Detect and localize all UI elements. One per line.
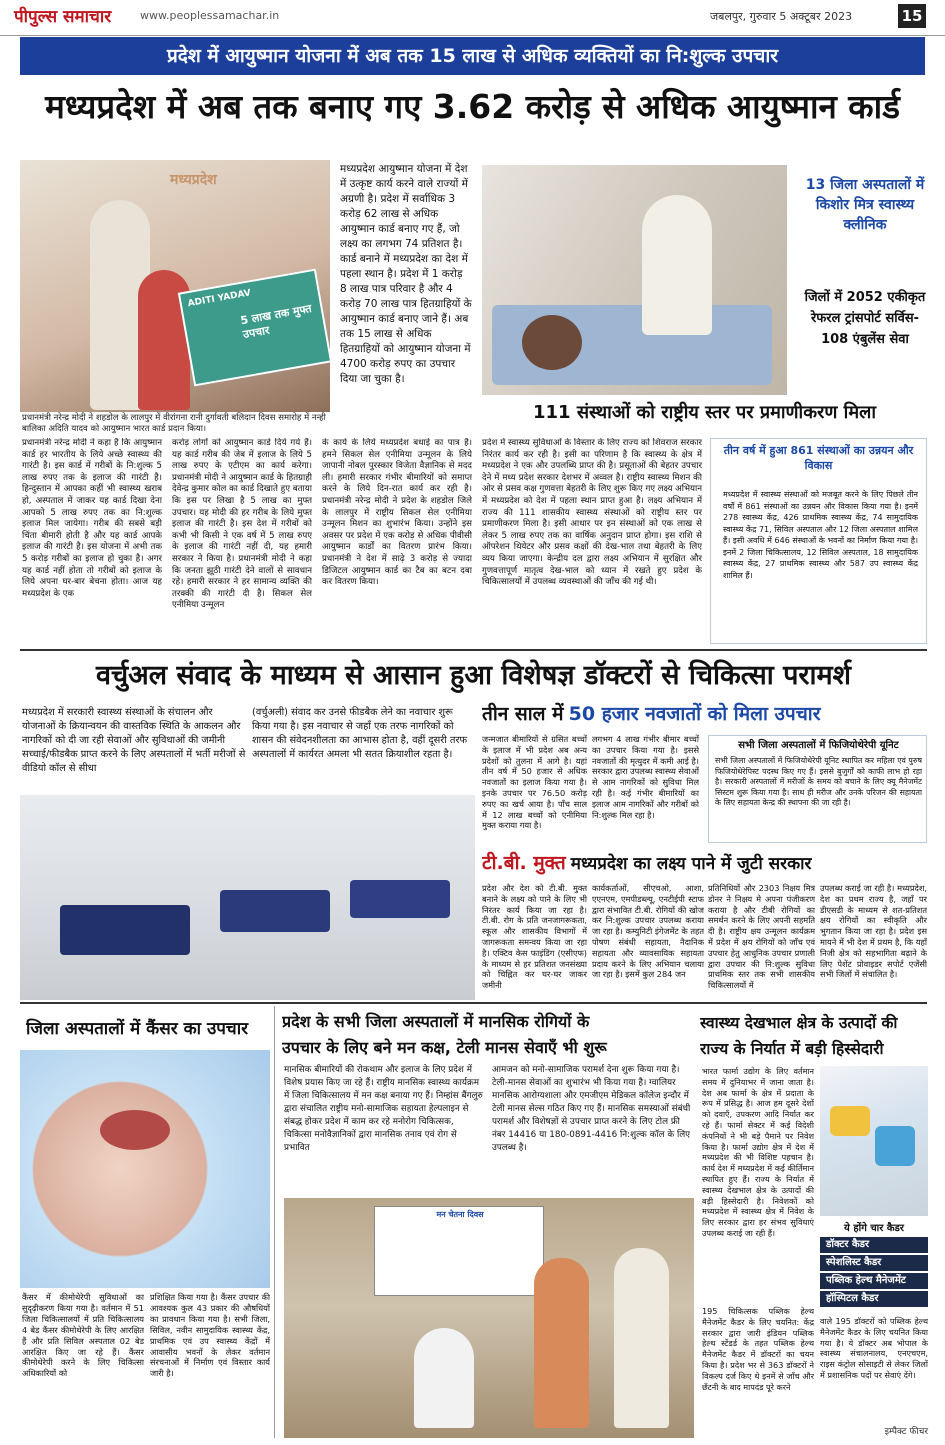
tb-headline [482,846,927,880]
photo-caption: प्रधानमंत्री नरेन्द्र मोदी ने शहडोल के लालपुर में वीरांगना रानी दुर्गावती बलिदान दिवस समारोह में नन्ही बालिका अदिति यादव को आयुष्मान भारत कार्ड प्रदान किया। [22,413,326,434]
tablets [875,1126,915,1166]
dateline: जबलपुर, गुरुवार 5 अक्टूबर 2023 [710,10,853,23]
newspaper-logo: पीपुल्स समाचार [14,7,112,27]
ay-column-2: करोड़ लोगों को आयुष्मान कार्ड दिये गये हैं। यह कार्ड गरीब की जेब में इलाज के लिये 5 लाख रुपए के एटीएम का कार्य करेगा। प्रधानमंत्री मोदी ने आयुष्मान कार्ड के हितग्राही देवेन्द्र कुमार कोल का कार्ड दिखाते हुए बताया कि इस पर लिखा है 5 लाख का मुफ्त उपचार। यह मोदी की हर गरीब के लिये मुफ्त इलाज की गारंटी है। इस देश में गरीबों को कभी भी किसी ने एक वर्ष में 5 लाख रुपए के इलाज की गारंटी नहीं दी, यह हमारी सरकार ने किया है। प्रधानमंत्री मोदी ने कहा कि जनता झूठी गारंटी देने वालों से सावधान रहे। हमारी सरकार ने हर सामान्य व्यक्ति की तरक्की की गारंटी दी है। सिकल सेल एनीमिया उन्मूलन [172,438,312,611]
cm-figure [642,195,712,335]
card-text: 5 लाख तक मुफ्त उपचार [239,301,313,342]
ambulance-sidebar-body: जिलों में 2052 एकीकृत रेफरल ट्रांसपोर्ट सर्विस- 108 एंबुलेंस सेवा [804,290,926,347]
certification-strip: 111 संस्थाओं को राष्ट्रीय स्तर पर प्रमाणीकरण मिला [533,402,876,423]
masthead [0,0,945,36]
newborn-column-2: लगभग 4 लाख गंभीर बीमार बच्चों का उपचार किया गया है। इससे नवजातों की मृत्युदर में कमी आई है। सरकार द्वारा उपलब्ध स्वास्थ्य सेवाओं से आम नागरिकों को सुविधा मिल रही है। कई गंभीर बीमारियों का इलाज आम नागरिकों और गरीबों को नि:शुल्क मिल रहा है। [592,734,699,820]
page-number: 15 [898,4,926,28]
physio-box [708,735,927,843]
cancer-section [20,1006,275,1438]
notice-board [374,1206,544,1296]
physio-body: सभी जिला अस्पतालों में फिजियोथेरेपी यूनिट स्थापित कर महिला एवं पुरुष फिजियोथेरेपिस्ट पदस्थ किए गए हैं। इससे बुजुर्गों को काफी लाभ हो रहा है। सरकारी अस्पतालों में मरीजों के समय को बचाने के लिए क्यू मैनेजमेंट सिस्टम शुरू किया गया है। साथ ही मरीज और उनके परिजन की सहायता के लिए सहायता केन्द्र की स्थापना की जा रही है। [715,756,922,807]
website-url[interactable]: www.peoplessamachar.in [140,9,280,22]
cadre-item: स्पेशलिस्ट कैडर [820,1255,928,1271]
child-patient [522,315,582,370]
cancer-column-1: कैंसर में कीमोथेरेपी सुविधाओं का सुदृढ़ीकरण किया गया है। वर्तमान में 51 जिला चिकित्सालयों में प्रति चिकित्सालय 4 बेड कैंसर कीमोथेरेपी के लिए आरक्षित हैं और प्रति सिविल अस्पताल 02 बेड आरक्षित किए जा रहे हैं। कैंसर कीमोथेरेपी करने के लिए चिकित्सा अधिकारियों को [22,1292,144,1379]
banner-text: मध्यप्रदेश [170,172,217,188]
board-banner: मन चेतना दिवस [436,1210,484,1219]
cancer-photo [20,1050,270,1288]
mental-headline-1: प्रदेश के सभी जिला अस्पतालों में मानसिक रोगियों के [282,1012,590,1031]
tb-column-3: प्रतिनिधियों और 2303 निक्षय मित्र डोनर ने निक्षय मे अपना पंजीकरण कराया है और टीबी रोगियों का समर्थन करने के लिए अपनी सहमति दी है। राष्ट्रीय क्षय उन्मूलन कार्यक्रम में प्रदेश में क्षय रोगियों को जाँच एवं उपचार हेतु आधुनिक उपचार प्रणाली द्वारा उपचार की नि:शुल्क सुविधा प्राथमिक स्तर तक सभी शासकीय चिकित्सालयों में [708,883,815,991]
main-headline: मध्यप्रदेश में अब तक बनाए गए 3.62 करोड़ से अधिक आयुष्मान कार्ड [45,87,900,126]
export-cadre-intro: 195 चिकित्सक पब्लिक हेल्थ मैनेजमेंट कैडर के लिए चयनित: केंद्र सरकार द्वारा जारी इंडियन पब्लिक हेल्थ स्टेंडर्ड के तहत पब्लिक हेल्थ मैनेजमेंट कैडर में डॉक्टरों का चयन किया है। प्रदेश भर से 363 डॉक्टरों ने विकल्प दर्ज किए थे इनमें से जाँच और छँटनी के बाद मापदंड पूरे करने [702,1306,814,1392]
pharma-photo [820,1066,928,1216]
cadre-item: हॉस्पिटल कैडर [820,1291,928,1307]
section-divider [20,649,927,651]
hospital-ward-photo [20,795,475,1000]
cancer-column-2: प्रशिक्षित किया गया है। कैंसर उपचार की आवश्यक कुल 43 प्रकार की औषधियों का प्रावधान किया गया है। सभी जिला, सिविल, नवीन सामुदायिक स्वास्थ्य केंद्र, प्राथमिक एवं उप स्वास्थ्य केंद्रों में आवासीय भवनों के लेकर वर्तमान संरचनाओं में निर्माण एवं विस्तार कार्य जारी है। [150,1292,270,1379]
export-column-2: वाले 195 डॉक्टरों को पब्लिक हेल्थ मैनेजमेंट कैडर के लिए चयनित किया गया है। ये डॉक्टर अब भोपाल के स्वास्थ्य संचालनालय, एनएचएम, राइस कंट्रोल सोसाइटी से लेकर जिलों में प्रशासनिक पदों पर सेवाएं देंगे। [820,1316,928,1380]
card-name: ADITI YADAV [187,288,252,310]
impact-feature-footer: इम्पैक्ट फीचर [884,1427,928,1437]
pm-card-photo [20,160,330,412]
certification-column: प्रदेश में स्वास्थ्य सुविधाओं के विस्तार के लिए राज्य को शिवराज सरकार निरंतर कार्य कर रही है। इसी का परिणाम है कि स्वास्थ्य के क्षेत्र में मध्यप्रदेश ने एक और उपलब्धि प्राप्त की है। प्रसूताओं की बेहतर उपचार देने में मध्य प्रदेश सरकार देशभर में अव्वल है। राष्ट्रीय स्वास्थ्य मिशन की ओर से प्रसव कक्ष गुणवत्ता बेहतरी के लिए शुरू किए गए लक्ष्य अभियान में मध्यप्रदेश को देश में पहला स्थान प्राप्त हुआ है। लक्ष्य अभियान में राज्य की 111 शासकीय स्वास्थ्य संस्थाओं को राष्ट्रीय स्तर पर प्रमाणीकरण मिला है। इसी आधार पर इन संस्थाओं को एक लाख से लेकर 5 लाख रुपए तक का वार्षिक अनुदान प्राप्त होगा। इस राशि से ऑपरेशन थियेटर और प्रसव कक्षों की देख-भाल तथा बेहतरी के लिए व्यय किया जाएगा। केन्द्रीय दल द्वारा लक्ष्य अभियान में सुरक्षित और गुणवत्तापूर्ण मातृत्व देख-भाल को ध्यान में रखते हुए प्रदेश के चिकित्सालयों में उपलब्ध व्यवस्थाओं की जाँच की गई थी। [482,438,702,588]
intro-paragraph: मध्यप्रदेश आयुष्मान योजना में देश में उत्कृष्ट कार्य करने वाले राज्यों में अग्रणी है। प्रदेश में सर्वाधिक 3 करोड़ 62 लाख से अधिक आयुष्मान कार्ड बनाए गए हैं, जो लक्ष्य का लगभग 74 प्रतिशत है। कार्ड बनाने में मध्यप्रदेश का देश में पहला स्थान है। प्रदेश में 1 करोड़ 8 लाख पात्र परिवार है और 4 करोड़ 70 लाख पात्र हितग्राहियों के आयुष्मान कार्ड बनाए जाने हैं। अब तक 15 लाख से अधिक हितग्राहियों को आयुष्मान योजना में 4700 करोड़ रुपए का उपचार दिया जा चुका है। [340,163,472,385]
mouth [100,1110,170,1150]
newborn-title-a: तीन साल में [482,703,564,725]
cadre-item: डॉक्टर कैडर [820,1237,928,1253]
tb-column-1: प्रदेश और देश को टी.बी. मुक्त बनाने के लक्ष्य को पाने के लिए भी निरंतर कार्य किया जा रहा है। टी.बी. रोग के प्रति जनजागरूकता, स्कूल और शासकीय विभागों में जागरूकता समन्वय किया जा रहा है। एक्टिव केस फाइंडिंग (एसीएफ) के माध्यम से हर प्रतिशत जनसंख्या को चिह्नित कर घर-घर जाकर जमीनी [482,883,587,991]
cadre-list [820,1220,928,1308]
pills [830,1106,870,1136]
patient-figure [534,1258,589,1428]
clinic-sidebar-title: 13 जिला अस्पतालों में किशोर मित्र स्वास्थ्य क्लीनिक [805,177,925,233]
bed-3 [350,880,450,918]
three-year-title: तीन वर्ष में हुआ 861 संस्थाओं का उन्नयन और विकास [723,444,914,472]
cancer-headline: जिला अस्पतालों में कैंसर का उपचार [26,1019,249,1039]
cadre-item: पब्लिक हेल्थ मैनेजमेंट [820,1273,928,1289]
kicker-band: प्रदेश में आयुष्मान योजना में अब तक 15 लाख से अधिक व्यक्तियों का नि:शुल्क उपचार [20,37,925,75]
three-year-body: मध्यप्रदेश में स्वास्थ्य संस्थाओं को मजबूत करने के लिए पिछले तीन वर्षों में 861 संस्थाओं का उन्नयन और विकास किया गया है। इनमें 278 स्वास्थ्य केंद्र, 426 प्राथमिक स्वास्थ्य केंद्र, 74 सामुदायिक स्वास्थ्य केंद्र 71, सिविल अस्पताल और 12 जिला अस्पताल शामिल हैं। इसी अवधि में 646 संस्थाओं के भवनों का निर्माण किया गया है। इनमें 2 जिला चिकित्सालय, 12 सिविल अस्पताल, 18 सामुदायिक स्वास्थ्य केंद्र, 27 प्राथमिक स्वास्थ्य और 587 उप स्वास्थ्य केंद्र शामिल हैं। [723,490,918,580]
ay-column-3: के कार्य के लिये मध्यप्रदेश बधाई का पात्र है। हमने सिकल सेल एनीमिया उन्मूलन के लिये जापानी नोबल पुरस्कार विजेता वैज्ञानिक से मदद ली। हमारी सरकार गंभीर बीमारियों को समाप्त करने के लिये दिन-रात कार्य कर रही है। प्रधानमंत्री नरेन्द्र मोदी ने प्रदेश के शहडोल जिले के लालपुर में राष्ट्रीय सिकल सेल एनीमिया उन्मूलन मिशन का शुभारंभ किया। उन्होंने इस अवसर पर प्रदेश में एक करोड़ से अधिक पीवीसी आयुष्मान कार्डों का वितरण प्रारंभ किया। प्रधानमंत्री ने देश में साढ़े 3 करोड़ से ज्यादा डिजिटल आयुष्मान कार्ड का टैब का बटन दबा कर वितरण किया। [322,438,472,588]
three-year-box [710,438,927,644]
hospital-visit-photo [482,165,787,395]
doctor-figure [414,1328,474,1428]
ayushman-card [178,269,330,387]
tb-headline-a: टी.बी. मुक्त [482,852,566,874]
tb-column-4: उपलब्ध कराई जा रही है। मध्यप्रदेश, देश का प्रथम राज्य है, जहाँ पर डीएसडी के माध्यम से शत-प्रतिशत क्षय रोगियों का स्वीकृति और भुगतान किया जा रहा है। प्रदेश इस मायने में भी देश में प्रथम है, कि यहाँ निजी क्षेत्र को सहभागिता बढ़ाने के लिए पेशेंट प्रोवाइडर सपोर्ट एजेंसी सभी जिलों में संचालित है। [820,883,927,980]
man-kaksh-photo [284,1198,694,1438]
export-headline-1: स्वास्थ्य देखभाल क्षेत्र के उत्पादों की [700,1014,898,1032]
mental-column-2: आमजन को मनो-सामाजिक परामर्श देना शुरू किया गया है। टेली-मानस सेवाओं का शुभारंभ भी किया गया है। ग्वालियर मानसिक आरोग्यशाला और एमजीएम मेडिकल कॉलेज इन्दौर में टेली मानस सेल्स गठित किए गए हैं। मानसिक समस्याओं संबंधी परामर्श और विशेषज्ञों से उपचार प्राप्त करने के लिए टोल फ्री नंबर 14416 या 180-0891-4416 नि:शुल्क कॉल के लिए उपलब्ध है। [492,1065,691,1153]
export-column-1: भारत फार्मा उद्योग के लिए वर्तमान समय में दुनियाभर में जाना जाता है। देश अब फार्मा के क्षेत्र में प्रदाता के रूप में प्रसिद्ध है। आज हम दूसरे देशों को दवाएँ, उपकरण आदि निर्यात कर रहे हैं। फार्मा सेक्टर में कई विदेशी कंपनियों ने भी बड़े पैमाने पर निवेश किया है। फार्मा उद्योग क्षेत्र में देश में मध्यप्रदेश की भी विशिष्ट पहचान है। कार्य देश में मध्यप्रदेश में कई कीर्तिमान स्थापित हुए हैं। राज्य के निर्यात में स्वास्थ्य देखभाल क्षेत्र के उत्पादों की बड़ी हिस्सेदारी है। निवेशकों को मध्यप्रदेश में स्वास्थ्य क्षेत्र में निवेश के लिए सरकार द्वारा हर संभव सुविधाएं उपलब्ध कराई जा रही हैं। [702,1066,814,1238]
bed-2 [220,890,330,932]
attendant-figure [614,1248,669,1428]
newborn-title-b: 50 हजार नवजातों को मिला उपचार [568,703,821,725]
section-divider [20,1002,927,1004]
newborn-column-1: जन्मजात बीमारियों से ग्रसित बच्चों के इलाज में भी प्रदेश अब अन्य प्रदेशों को तुलना में आगे है। यहां तीन वर्ष में 50 हजार से अधिक नवजातों का इलाज किया गया है। इनके उपचार पर 76.50 करोड़ रुपए का खर्च आया है। पाँच साल में 12 लाख बच्चों को एनीमिया मुक्त कराया गया है। [482,734,587,831]
export-headline-2: राज्य के निर्यात में बड़ी हिस्सेदारी [700,1040,884,1058]
newborn-headline [482,700,927,732]
ay-column-1: प्रधानमंत्री नरेन्द्र मोदी ने कहा है कि आयुष्मान कार्ड हर भारतीय के लिये अच्छे स्वास्थ्य की गारंटी है। इस कार्ड में गरीबों के नि:शुल्क 5 लाख रुपए तक के इलाज की गारंटी है। हिन्दुस्तान में आपका कहीं भी स्वास्थ्य खराब हो, अस्पताल में जाकर यह कार्ड दिखा देना आपको 5 लाख रुपए तक का नि:शुल्क इलाज मिल जायेगा। गरीब की सबसे बड़ी चिंता बीमारी होती है और यह कार्ड आपके इलाज की गारंटी है। इस योजना में अभी तक 5 करोड़ गरीबों का इलाज हो चुका है। अगर यह कार्ड नहीं होता तो गरीबों को इलाज के लिये अपना घर-बार बेचना होता। आज यह मध्यप्रदेश के एक [22,438,162,599]
virtual-headline: वर्चुअल संवाद के माध्यम से आसान हुआ विशेषज्ञ डॉक्टरों से चिकित्सा परामर्श [96,660,851,691]
virtual-column-1: मध्यप्रदेश में सरकारी स्वास्थ्य संस्थाओं के संचालन और योजनाओं के क्रियान्वयन की वास्तविक स्थिति के आकलन और नागरिकों को दी जा रही सेवाओं और सुविधाओं की जमीनी सच्चाई/फीडबैक प्राप्त करने के लिए अस्पतालों में भर्ती मरीजों से वीडियो कॉल से सीधा [22,707,246,774]
cadre-title: ये होंगे चार कैडर [844,1223,904,1234]
tb-headline-b: मध्यप्रदेश का लक्ष्य पाने में जुटी सरकार [570,854,812,874]
mental-column-1: मानसिक बीमारियों की रोकथाम और इलाज के लिए प्रदेश में विशेष प्रयास किए जा रहे हैं। राष्ट्रीय मानसिक स्वास्थ्य कार्यक्रम में जिला चिकित्सालय में मन कक्ष बनाया गए हैं। निम्हांस बैंगलुरु द्वारा संचालित राष्ट्रीय मनो-सामाजिक सहायता हेल्पलाइन से संबद्ध होकर प्रदेश में काम कर रहे मनोरोग चिकित्सक, चिकित्सा मनोवैज्ञानिकों द्वारा मानसिक तनाव एवं रोग से प्रभावित [284,1065,483,1153]
virtual-column-2: (वर्चुअली) संवाद कर उनसे फीडबैक लेने का नवाचार शुरू किया गया है। इस नवाचार से जहाँ एक तरफ नागरिकों को शासन की संवेदनशीलता का आभास होता है, वहीं दूसरी तरफ अस्पतालों में कार्यरत अमला भी सतत क्रियाशील रहता है। [252,707,468,760]
mental-headline-2: उपचार के लिए बने मन कक्ष, टेली मानस सेवाएँ भी शुरू [282,1038,607,1057]
physio-title: सभी जिला अस्पतालों में फिजियोथेरेपी यूनिट [738,740,899,751]
bed-1 [60,905,190,955]
tb-column-2: कार्यकर्ताओं, सीएचओ, आशा, एएनएम, एमपीडब्ल्यू, एनटीईपी स्टाफ द्वारा संभावित टी.बी. रोगियों की खोज कर नि:शुल्क उपचार उपलब्ध कराया जा रहा है। कम्युनिटी इंगेजमेंट के तहत पोषण संबंधी सहायता, नैदानिक सहायता और व्यावसायिक सहायता प्रदाय करने के लिए अभियान चलाया जा रहा है। इसमें कुल 284 जन [592,883,704,980]
